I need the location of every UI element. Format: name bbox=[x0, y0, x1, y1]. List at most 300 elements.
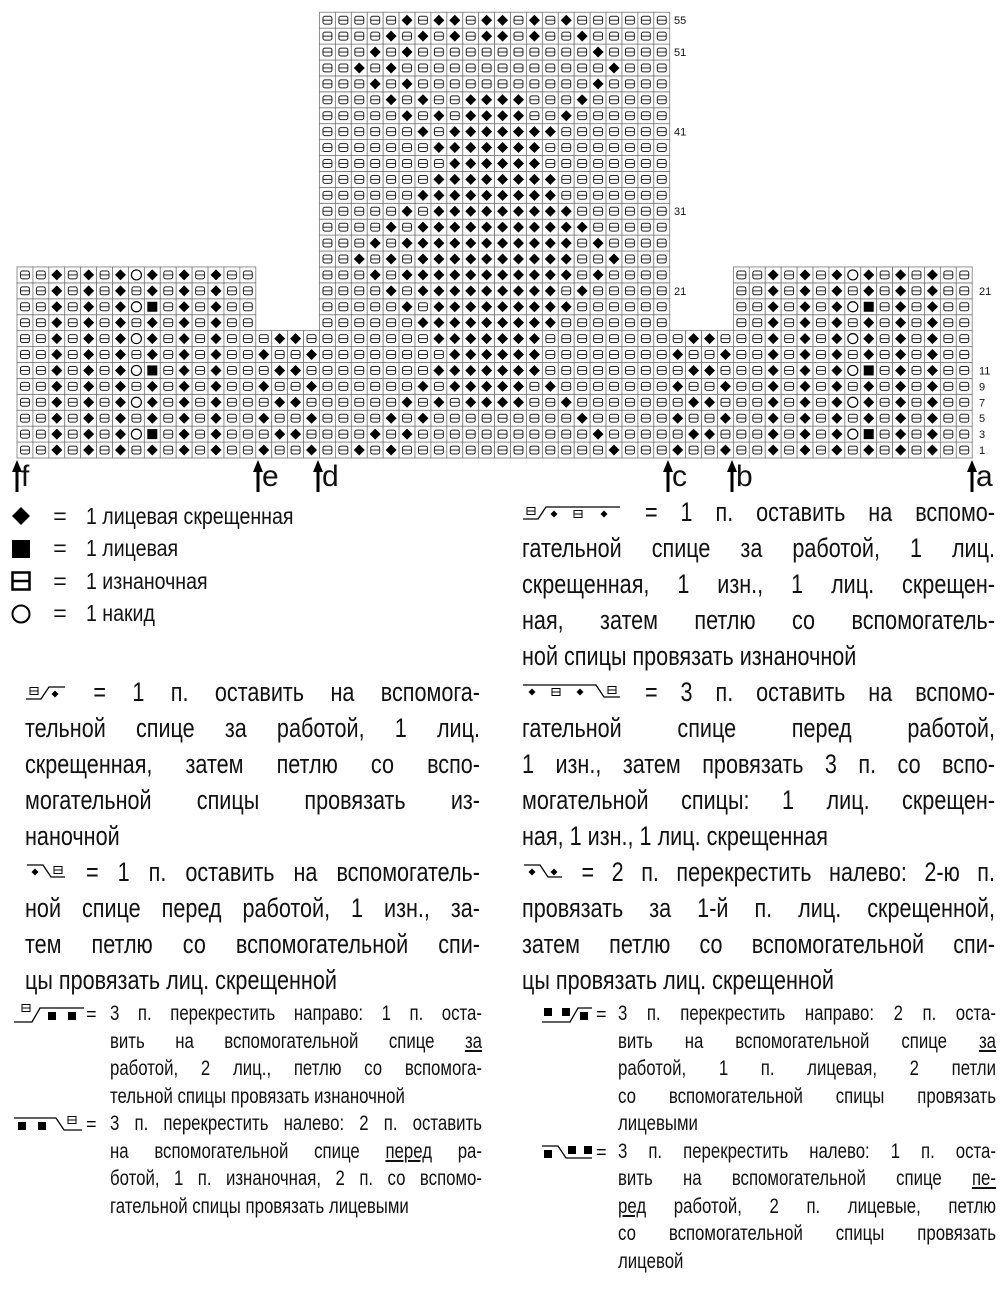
yarn-over-cell bbox=[845, 426, 861, 442]
legend-line bbox=[25, 674, 480, 710]
twisted-knit-cell bbox=[431, 187, 447, 203]
purl-cell bbox=[415, 76, 431, 92]
purl-cell bbox=[574, 203, 590, 219]
purl-cell bbox=[606, 426, 622, 442]
purl-cell bbox=[638, 426, 654, 442]
purl-cell bbox=[542, 92, 558, 108]
underlined-text: перед bbox=[385, 1139, 433, 1163]
cross-right-1-2-knit-icon bbox=[4, 1002, 104, 1024]
legend-text: гательной спице за работой, 1 лиц. bbox=[522, 533, 995, 563]
legend-line bbox=[522, 782, 995, 818]
purl-cell bbox=[463, 44, 479, 60]
purl-cell bbox=[542, 442, 558, 458]
twisted-knit-cell bbox=[431, 394, 447, 410]
purl-cell bbox=[590, 203, 606, 219]
purl-cell bbox=[526, 426, 542, 442]
purl-cell bbox=[956, 283, 972, 299]
purl-cell bbox=[319, 28, 335, 44]
purl-cell bbox=[367, 219, 383, 235]
purl-cell bbox=[590, 124, 606, 140]
twisted-knit-cell bbox=[479, 362, 495, 378]
purl-cell bbox=[574, 299, 590, 315]
purl-cell bbox=[574, 124, 590, 140]
twisted-knit-cell bbox=[415, 219, 431, 235]
twisted-knit-cell bbox=[893, 315, 909, 331]
purl-cell bbox=[877, 347, 893, 363]
purl-cell bbox=[940, 299, 956, 315]
purl-cell bbox=[813, 315, 829, 331]
purl-cell bbox=[415, 299, 431, 315]
twisted-knit-cell bbox=[511, 235, 527, 251]
twisted-knit-cell bbox=[399, 394, 415, 410]
legend-line bbox=[522, 746, 995, 782]
row-number: 21 bbox=[979, 285, 992, 298]
legend-line bbox=[522, 602, 995, 638]
twisted-knit-cell bbox=[81, 426, 97, 442]
purl-cell bbox=[367, 108, 383, 124]
twisted-knit-cell bbox=[49, 331, 65, 347]
purl-cell bbox=[224, 347, 240, 363]
twisted-knit-cell bbox=[447, 219, 463, 235]
purl-cell bbox=[415, 203, 431, 219]
marker-d: d bbox=[322, 460, 339, 493]
purl-cell bbox=[749, 299, 765, 315]
twisted-knit-cell bbox=[272, 426, 288, 442]
purl-cell bbox=[399, 362, 415, 378]
purl-cell bbox=[606, 267, 622, 283]
purl-cell bbox=[319, 124, 335, 140]
purl-cell bbox=[542, 394, 558, 410]
twisted-knit-cell bbox=[447, 28, 463, 44]
legend-line bbox=[110, 1193, 482, 1221]
twisted-knit-cell bbox=[526, 235, 542, 251]
twisted-knit-cell bbox=[304, 410, 320, 426]
twisted-knit-cell bbox=[272, 394, 288, 410]
twisted-knit-cell bbox=[383, 442, 399, 458]
twisted-knit-cell bbox=[479, 235, 495, 251]
twisted-knit-cell bbox=[447, 251, 463, 267]
twisted-knit-cell bbox=[81, 331, 97, 347]
purl-cell bbox=[272, 347, 288, 363]
purl-cell bbox=[351, 12, 367, 28]
purl-cell bbox=[654, 92, 670, 108]
purl-cell bbox=[956, 442, 972, 458]
purl-cell bbox=[97, 410, 113, 426]
legend-text: вить на вспомогательной спице bbox=[618, 1029, 979, 1053]
purl-cell bbox=[638, 267, 654, 283]
twisted-knit-cell bbox=[511, 124, 527, 140]
purl-cell bbox=[940, 378, 956, 394]
purl-cell bbox=[622, 108, 638, 124]
purl-cell bbox=[351, 124, 367, 140]
purl-cell bbox=[224, 315, 240, 331]
purl-cell bbox=[399, 331, 415, 347]
purl-cell bbox=[383, 378, 399, 394]
purl-cell bbox=[733, 426, 749, 442]
legend-text: тельной спицы провязать изнаночной bbox=[110, 1084, 405, 1108]
purl-cell bbox=[558, 442, 574, 458]
legend-line bbox=[25, 854, 480, 890]
square-icon bbox=[8, 538, 34, 560]
purl-cell bbox=[781, 394, 797, 410]
legend-line bbox=[25, 818, 480, 854]
twisted-knit-cell bbox=[383, 92, 399, 108]
twisted-knit-cell bbox=[511, 378, 527, 394]
purl-cell bbox=[479, 44, 495, 60]
purl-cell bbox=[335, 12, 351, 28]
twisted-knit-cell bbox=[495, 299, 511, 315]
purl-cell bbox=[192, 426, 208, 442]
legend-text: работой, 1 п. лицевая, 2 петли bbox=[618, 1057, 996, 1080]
twisted-knit-cell bbox=[924, 426, 940, 442]
purl-cell bbox=[160, 299, 176, 315]
purl-cell bbox=[288, 410, 304, 426]
purl-cell bbox=[335, 203, 351, 219]
twisted-knit-cell bbox=[176, 378, 192, 394]
twisted-knit-cell bbox=[176, 394, 192, 410]
twisted-knit-cell bbox=[511, 331, 527, 347]
purl-cell bbox=[940, 331, 956, 347]
purl-cell bbox=[447, 442, 463, 458]
twisted-knit-cell bbox=[49, 442, 65, 458]
purl-cell bbox=[877, 394, 893, 410]
twisted-knit-cell bbox=[495, 331, 511, 347]
twisted-knit-cell bbox=[861, 331, 877, 347]
purl-cell bbox=[431, 442, 447, 458]
svg-text:=: = bbox=[86, 1004, 97, 1024]
twisted-knit-cell bbox=[208, 267, 224, 283]
purl-cell bbox=[319, 156, 335, 172]
twisted-knit-cell bbox=[399, 267, 415, 283]
twisted-knit-cell bbox=[415, 315, 431, 331]
twisted-knit-cell bbox=[893, 394, 909, 410]
purl-cell bbox=[622, 347, 638, 363]
purl-cell bbox=[192, 283, 208, 299]
legend-line bbox=[110, 1138, 482, 1166]
twisted-knit-cell bbox=[415, 378, 431, 394]
twisted-knit-cell bbox=[893, 331, 909, 347]
legend-text: ной спицы провязать изнаночной bbox=[522, 641, 857, 671]
purl-cell bbox=[622, 362, 638, 378]
twisted-knit-cell bbox=[176, 426, 192, 442]
twisted-knit-cell bbox=[526, 171, 542, 187]
purl-cell bbox=[638, 187, 654, 203]
twisted-knit-cell bbox=[893, 283, 909, 299]
purl-cell bbox=[367, 410, 383, 426]
purl-cell bbox=[479, 410, 495, 426]
purl-cell bbox=[606, 315, 622, 331]
cross-left-1-1-icon bbox=[25, 856, 67, 892]
twisted-knit-cell bbox=[495, 171, 511, 187]
purl-cell bbox=[781, 347, 797, 363]
purl-cell bbox=[686, 410, 702, 426]
purl-cell bbox=[654, 251, 670, 267]
cross-left-2-1-knit-icon bbox=[4, 1112, 104, 1134]
legend-line bbox=[25, 926, 480, 962]
purl-cell bbox=[160, 331, 176, 347]
twisted-knit-cell bbox=[463, 378, 479, 394]
purl-cell bbox=[606, 362, 622, 378]
yarn-over-cell bbox=[845, 394, 861, 410]
purl-cell bbox=[463, 410, 479, 426]
purl-cell bbox=[335, 124, 351, 140]
purl-cell bbox=[17, 442, 33, 458]
purl-cell bbox=[574, 12, 590, 28]
legend-entry-cross-left-1-1 bbox=[25, 854, 480, 998]
twisted-knit-cell bbox=[415, 267, 431, 283]
twisted-knit-cell bbox=[495, 362, 511, 378]
purl-cell bbox=[558, 187, 574, 203]
twisted-knit-cell bbox=[542, 378, 558, 394]
twisted-knit-cell bbox=[447, 299, 463, 315]
twisted-knit-cell bbox=[49, 410, 65, 426]
twisted-knit-cell bbox=[288, 331, 304, 347]
purl-cell bbox=[558, 44, 574, 60]
purl-cell bbox=[542, 28, 558, 44]
purl-cell bbox=[590, 378, 606, 394]
twisted-knit-cell bbox=[542, 187, 558, 203]
purl-cell bbox=[463, 60, 479, 76]
twisted-knit-cell bbox=[861, 267, 877, 283]
twisted-knit-cell bbox=[765, 394, 781, 410]
purl-cell bbox=[240, 315, 256, 331]
purl-cell bbox=[256, 362, 272, 378]
purl-cell bbox=[670, 394, 686, 410]
twisted-knit-cell bbox=[893, 299, 909, 315]
twisted-knit-cell bbox=[702, 362, 718, 378]
twisted-knit-cell bbox=[463, 283, 479, 299]
purl-cell bbox=[781, 315, 797, 331]
legend-text: 3 п. перекрестить налево: 2 п. оставить bbox=[110, 1112, 482, 1135]
purl-cell bbox=[511, 76, 527, 92]
purl-cell bbox=[479, 76, 495, 92]
purl-cell bbox=[940, 267, 956, 283]
purl-cell bbox=[542, 12, 558, 28]
purl-cell bbox=[909, 394, 925, 410]
purl-cell bbox=[415, 12, 431, 28]
purl-cell bbox=[813, 331, 829, 347]
purl-cell bbox=[383, 76, 399, 92]
equals: = bbox=[53, 502, 67, 529]
twisted-knit-cell bbox=[670, 347, 686, 363]
twisted-knit-cell bbox=[526, 219, 542, 235]
purl-cell bbox=[97, 267, 113, 283]
twisted-knit-cell bbox=[526, 156, 542, 172]
purl-cell bbox=[447, 60, 463, 76]
purl-cell bbox=[654, 12, 670, 28]
twisted-knit-cell bbox=[463, 299, 479, 315]
twisted-knit-cell bbox=[383, 28, 399, 44]
purl-cell bbox=[415, 140, 431, 156]
purl-cell bbox=[351, 410, 367, 426]
purl-cell bbox=[956, 331, 972, 347]
purl-cell bbox=[877, 426, 893, 442]
purl-cell bbox=[781, 378, 797, 394]
purl-cell bbox=[813, 410, 829, 426]
yarn-over-cell bbox=[128, 362, 144, 378]
twisted-knit-cell bbox=[861, 283, 877, 299]
purl-cell bbox=[463, 28, 479, 44]
yarn-over-cell bbox=[845, 362, 861, 378]
twisted-knit-cell bbox=[924, 347, 940, 363]
purl-cell bbox=[638, 171, 654, 187]
purl-cell bbox=[558, 315, 574, 331]
twisted-knit-cell bbox=[208, 331, 224, 347]
legend-text: могательной спицы провязать из- bbox=[25, 785, 480, 815]
twisted-knit-cell bbox=[606, 442, 622, 458]
purl-cell bbox=[749, 378, 765, 394]
row-number: 11 bbox=[979, 365, 991, 378]
twisted-knit-cell bbox=[49, 283, 65, 299]
twisted-knit-cell bbox=[686, 394, 702, 410]
purl-cell bbox=[319, 315, 335, 331]
twisted-knit-cell bbox=[479, 28, 495, 44]
twisted-knit-cell bbox=[511, 156, 527, 172]
legend-text: 3 п. перекрестить направо: 1 п. оста- bbox=[110, 1002, 482, 1025]
purl-cell bbox=[335, 442, 351, 458]
purl-cell bbox=[526, 410, 542, 426]
twisted-knit-cell bbox=[351, 251, 367, 267]
legend-text: цы провязать лиц. скрещенной bbox=[25, 965, 337, 995]
legend-line bbox=[110, 1165, 482, 1193]
twisted-knit-cell bbox=[797, 315, 813, 331]
knitting-chart bbox=[0, 0, 1000, 500]
purl-cell bbox=[909, 331, 925, 347]
purl-cell bbox=[845, 347, 861, 363]
purl-cell bbox=[749, 267, 765, 283]
purl-cell bbox=[33, 426, 49, 442]
twisted-knit-cell bbox=[415, 235, 431, 251]
purl-cell bbox=[240, 331, 256, 347]
purl-cell bbox=[940, 315, 956, 331]
twisted-knit-cell bbox=[367, 267, 383, 283]
twisted-knit-cell bbox=[542, 171, 558, 187]
purl-cell bbox=[399, 283, 415, 299]
twisted-knit-cell bbox=[304, 347, 320, 363]
purl-cell bbox=[431, 44, 447, 60]
purl-cell bbox=[335, 378, 351, 394]
twisted-knit-cell bbox=[495, 394, 511, 410]
purl-cell bbox=[351, 378, 367, 394]
purl-cell bbox=[654, 44, 670, 60]
purl-cell bbox=[97, 362, 113, 378]
purl-cell bbox=[367, 315, 383, 331]
purl-cell bbox=[319, 378, 335, 394]
twisted-knit-cell bbox=[447, 331, 463, 347]
purl-cell bbox=[622, 442, 638, 458]
twisted-knit-cell bbox=[447, 378, 463, 394]
purl-cell bbox=[558, 140, 574, 156]
purl-cell bbox=[335, 140, 351, 156]
purl-cell bbox=[351, 426, 367, 442]
legend-line bbox=[25, 782, 480, 818]
purl-cell bbox=[399, 378, 415, 394]
purl-cell bbox=[335, 362, 351, 378]
purl-cell bbox=[65, 378, 81, 394]
purl-cell bbox=[526, 378, 542, 394]
purl-cell bbox=[733, 331, 749, 347]
purl-cell bbox=[17, 299, 33, 315]
legend-text: 1 лицевая bbox=[86, 535, 179, 562]
row-number: 9 bbox=[979, 381, 986, 394]
twisted-knit-cell bbox=[829, 442, 845, 458]
twisted-knit-cell bbox=[797, 394, 813, 410]
purl-cell bbox=[558, 76, 574, 92]
twisted-knit-cell bbox=[288, 426, 304, 442]
purl-cell bbox=[447, 76, 463, 92]
twisted-knit-cell bbox=[399, 235, 415, 251]
purl-cell bbox=[813, 299, 829, 315]
purl-cell bbox=[17, 410, 33, 426]
twisted-knit-cell bbox=[176, 315, 192, 331]
twisted-knit-cell bbox=[447, 12, 463, 28]
twisted-knit-cell bbox=[113, 347, 129, 363]
legend-line bbox=[618, 1193, 996, 1221]
twisted-knit-cell bbox=[542, 124, 558, 140]
purl-cell bbox=[335, 267, 351, 283]
twisted-knit-cell bbox=[495, 203, 511, 219]
twisted-knit-cell bbox=[558, 299, 574, 315]
twisted-knit-cell bbox=[479, 331, 495, 347]
purl-cell bbox=[224, 426, 240, 442]
twisted-knit-cell bbox=[495, 28, 511, 44]
purl-cell bbox=[574, 140, 590, 156]
twisted-knit-cell bbox=[81, 347, 97, 363]
knit-cell bbox=[861, 299, 877, 315]
purl-cell bbox=[909, 347, 925, 363]
purl-cell bbox=[877, 378, 893, 394]
twisted-knit-cell bbox=[797, 299, 813, 315]
twisted-knit-cell bbox=[511, 315, 527, 331]
twisted-knit-cell bbox=[861, 410, 877, 426]
twisted-knit-cell bbox=[829, 299, 845, 315]
purl-cell bbox=[383, 315, 399, 331]
legend-text: вить на вспомогательной спице bbox=[618, 1167, 972, 1190]
purl-cell bbox=[192, 410, 208, 426]
purl-cell bbox=[33, 394, 49, 410]
purl-cell bbox=[335, 235, 351, 251]
purl-cell bbox=[654, 187, 670, 203]
twisted-knit-cell bbox=[113, 267, 129, 283]
twisted-knit-cell bbox=[463, 156, 479, 172]
purl-cell bbox=[495, 410, 511, 426]
purl-icon bbox=[8, 570, 34, 592]
purl-cell bbox=[574, 251, 590, 267]
purl-cell bbox=[399, 442, 415, 458]
purl-cell bbox=[877, 362, 893, 378]
legend-text: ботой, 1 п. изнаночная, 2 п. со вспомо- bbox=[110, 1167, 482, 1190]
twisted-knit-cell bbox=[511, 92, 527, 108]
purl-cell bbox=[622, 251, 638, 267]
underlined-text: за bbox=[464, 1029, 482, 1053]
twisted-knit-cell bbox=[511, 108, 527, 124]
purl-cell bbox=[956, 315, 972, 331]
twisted-knit-cell bbox=[924, 410, 940, 426]
twisted-knit-cell bbox=[144, 315, 160, 331]
purl-cell bbox=[224, 410, 240, 426]
purl-cell bbox=[383, 362, 399, 378]
purl-cell bbox=[447, 108, 463, 124]
purl-cell bbox=[940, 426, 956, 442]
twisted-knit-cell bbox=[893, 410, 909, 426]
purl-cell bbox=[128, 347, 144, 363]
twisted-knit-cell bbox=[479, 347, 495, 363]
twisted-knit-cell bbox=[176, 331, 192, 347]
purl-cell bbox=[542, 331, 558, 347]
twisted-knit-cell bbox=[463, 347, 479, 363]
purl-cell bbox=[909, 410, 925, 426]
purl-cell bbox=[447, 394, 463, 410]
